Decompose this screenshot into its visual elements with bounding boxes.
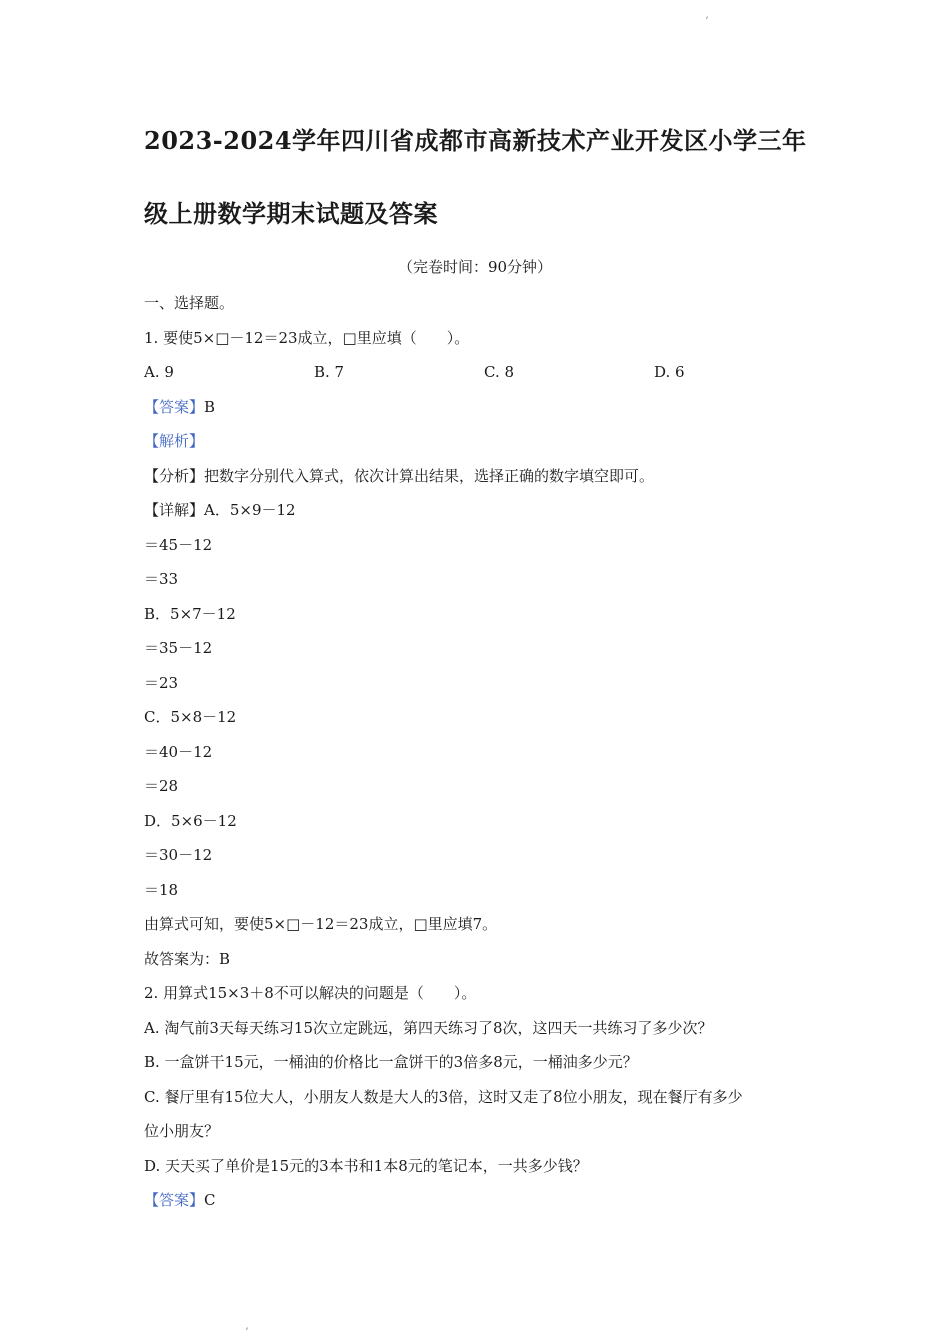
question-1-detail bbox=[144, 498, 824, 533]
option-a: A. 9 bbox=[144, 363, 174, 381]
question-2-option-c: C. 餐厅里有15位大人，小朋友人数是大人的3倍，这时又走了8位小朋友，现在餐厅有多少 bbox=[144, 1087, 743, 1106]
option-c: C. 8 bbox=[484, 363, 515, 381]
answer-tag: 【答案】 bbox=[144, 1191, 205, 1209]
calc-step: ＝23 bbox=[144, 673, 179, 692]
question-1-stem: 1. 要使5×□－12＝23成立，□里应填（ ）。 bbox=[144, 328, 470, 347]
calc-step: ＝30－12 bbox=[144, 846, 213, 864]
calc-step: ＝33 bbox=[144, 570, 179, 588]
answer-value: C bbox=[204, 1191, 216, 1209]
header-mark: ʼ bbox=[705, 16, 709, 27]
detail-tag: 【详解】 bbox=[144, 501, 205, 519]
calc-step: C．5×8－12 bbox=[144, 708, 237, 726]
calc-step: ＝35－12 bbox=[144, 639, 213, 657]
question-1-analysis-heading bbox=[144, 429, 824, 464]
calc-step: ＝40－12 bbox=[144, 742, 213, 761]
question-2-option-c-continued: 位小朋友？ bbox=[144, 1122, 220, 1140]
question-1-options bbox=[144, 360, 824, 395]
option-b: B. 7 bbox=[314, 363, 345, 381]
footer-mark: ʼ bbox=[245, 1327, 249, 1338]
question-2-answer bbox=[144, 1188, 824, 1223]
fenxi-text: 把数字分别代入算式，依次计算出结果，选择正确的数字填空即可。 bbox=[204, 466, 655, 485]
question-1-final-answer: 故答案为：B bbox=[144, 949, 231, 968]
calc-step: ＝18 bbox=[144, 880, 179, 899]
exam-time: （完卷时间：90分钟） bbox=[397, 258, 553, 276]
question-1-fenxi bbox=[144, 464, 824, 499]
document-title-line-2: 级上册数学期末试题及答案 bbox=[144, 199, 438, 228]
question-2-stem: 2. 用算式15×3＋8不可以解决的问题是（ ）。 bbox=[144, 984, 477, 1002]
calc-step: A．5×9－12 bbox=[204, 501, 296, 519]
question-2-option-a: A. 淘气前3天每天练习15次立定跳远，第四天练习了8次，这四天一共练习了多少次？ bbox=[144, 1018, 713, 1037]
option-d: D. 6 bbox=[654, 363, 685, 381]
calc-step: ＝28 bbox=[144, 777, 179, 795]
analysis-tag: 【解析】 bbox=[144, 432, 205, 450]
question-2-option-d: D. 天天买了单价是15元的3本书和1本8元的笔记本，一共多少钱？ bbox=[144, 1156, 588, 1175]
calc-step: B．5×7－12 bbox=[144, 604, 236, 623]
calc-step: ＝45－12 bbox=[144, 535, 213, 554]
document-title-line-1: 2023-2024学年四川省成都市高新技术产业开发区小学三年 bbox=[144, 126, 807, 155]
question-1-answer bbox=[144, 395, 824, 430]
document-body bbox=[144, 291, 824, 1223]
calc-step: D．5×6－12 bbox=[144, 811, 237, 830]
answer-tag: 【答案】 bbox=[144, 397, 205, 416]
answer-value: B bbox=[204, 397, 216, 416]
fenxi-tag: 【分析】 bbox=[144, 466, 205, 485]
question-1-conclusion: 由算式可知，要使5×□－12＝23成立，□里应填7。 bbox=[144, 915, 498, 933]
question-2-option-b: B. 一盒饼干15元，一桶油的价格比一盒饼干的3倍多8元，一桶油多少元？ bbox=[144, 1053, 638, 1071]
section-heading: 一、选择题。 bbox=[144, 294, 235, 312]
